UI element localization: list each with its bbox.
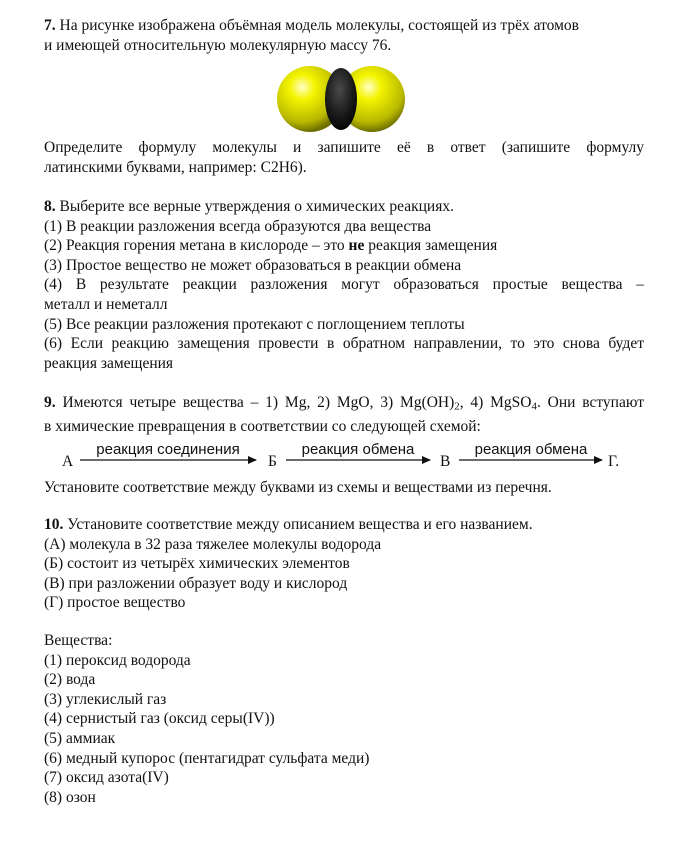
q8-statement-3: (3) Простое вещество не может образоваться в реакции обмена xyxy=(44,256,462,274)
q10-description-v: (В) при разложении образует воду и кислород xyxy=(44,574,348,592)
q10-substances-heading: Вещества: xyxy=(44,632,113,649)
scheme-node-b: Б xyxy=(268,453,277,470)
scheme-node-d: Г. xyxy=(608,453,620,470)
q9-transformation-scheme xyxy=(62,440,632,472)
q10-substance-8: (8) озон xyxy=(44,788,96,806)
q8-statement-5: (5) Все реакции разложения протекают с поглощением теплоты xyxy=(44,315,465,333)
q7-number: 7. xyxy=(44,17,56,34)
q10-substance-5: (5) аммиак xyxy=(44,729,116,747)
q9-task xyxy=(44,478,644,498)
q10-substance-7: (7) оксид азота(IV) xyxy=(44,769,169,787)
q9-intro-pre: Имеются четыре вещества – 1) Mg, 2) MgO, 3) Mg(OH) xyxy=(55,394,455,411)
q7-question xyxy=(44,138,644,177)
q8-block xyxy=(44,197,644,373)
q9-intro-sub1: 2 xyxy=(454,400,460,413)
scheme-arrow-1-label: реакция соединения xyxy=(96,441,240,458)
q10-number: 10. xyxy=(44,516,64,533)
q7-text-line2: и имеющей относительную молекулярную массу 76. xyxy=(44,36,392,54)
q9-intro-post: . Они вступают xyxy=(536,394,644,411)
q10-substance-1: (1) пероксид водорода xyxy=(44,651,191,669)
molecule-model-image xyxy=(276,62,406,136)
q10-substances xyxy=(44,631,644,807)
q8-number: 8. xyxy=(44,198,56,215)
q7-question-line2: латинскими буквами, например: С2Н6). xyxy=(44,158,307,176)
q10-substance-2: (2) вода xyxy=(44,671,96,689)
carbon-atom-center xyxy=(325,68,357,130)
q8-statement-1: (1) В реакции разложения всегда образуются два вещества xyxy=(44,217,432,235)
scheme-arrow-3-label: реакция обмена xyxy=(474,441,588,458)
q8-statement-4-line2: металл и неметалл xyxy=(44,295,168,313)
scheme-arrow-2-label: реакция обмена xyxy=(301,441,415,458)
q8-title: Выберите все верные утверждения о химических реакциях. xyxy=(55,198,454,215)
q10-description-b: (Б) состоит из четырёх химических элементов xyxy=(44,555,350,573)
q9-task-text: Установите соответствие между буквами из схемы и веществами из перечня. xyxy=(44,479,552,496)
q8-statement-6-line1: (6) Если реакцию замещения провести в обратном направлении, то это снова будет xyxy=(44,335,644,353)
q8-statement-4-line1: (4) В результате реакции разложения могут образоваться простые вещества – xyxy=(44,276,644,294)
q8-statement-6-line2: реакция замещения xyxy=(44,354,174,372)
q9-intro-line2: в химические превращения в соответствии со следующей схемой: xyxy=(44,418,481,436)
q9-intro xyxy=(44,393,644,437)
q10-substance-3: (3) углекислый газ xyxy=(44,690,167,708)
q9-number: 9. xyxy=(44,394,56,411)
q10-description-g: (Г) простое вещество xyxy=(44,594,186,612)
q7-text-line1: На рисунке изображена объёмная модель молекулы, состоящей из трёх атомов xyxy=(55,17,579,34)
scheme-node-c: В xyxy=(440,453,451,470)
q7-text xyxy=(44,16,644,55)
q8-statement-2 xyxy=(44,236,644,256)
q8-statement-2-pre: (2) Реакция горения метана в кислороде – это xyxy=(44,237,349,255)
q10-description-a: (А) молекула в 32 раза тяжелее молекулы водорода xyxy=(44,535,382,553)
scheme-node-a: А xyxy=(62,453,74,470)
q8-statement-2-bold: не xyxy=(348,237,365,255)
q10-substance-4: (4) сернистый газ (оксид серы(IV)) xyxy=(44,710,275,728)
q10-substance-6: (6) медный купорос (пентагидрат сульфата меди) xyxy=(44,749,370,767)
q9-intro-mid: , 4) MgSO xyxy=(459,394,532,411)
q10-title: Установите соответствие между описанием вещества и его названием. xyxy=(63,516,533,533)
q7-question-line1: Определите формулу молекулы и запишите её в ответ (запишите формулу xyxy=(44,139,644,156)
q9-intro-line1 xyxy=(44,393,644,417)
q8-statement-2-post: реакция замещения xyxy=(364,237,498,255)
q10-block xyxy=(44,515,644,613)
q9-intro-sub2: 4 xyxy=(531,400,537,413)
